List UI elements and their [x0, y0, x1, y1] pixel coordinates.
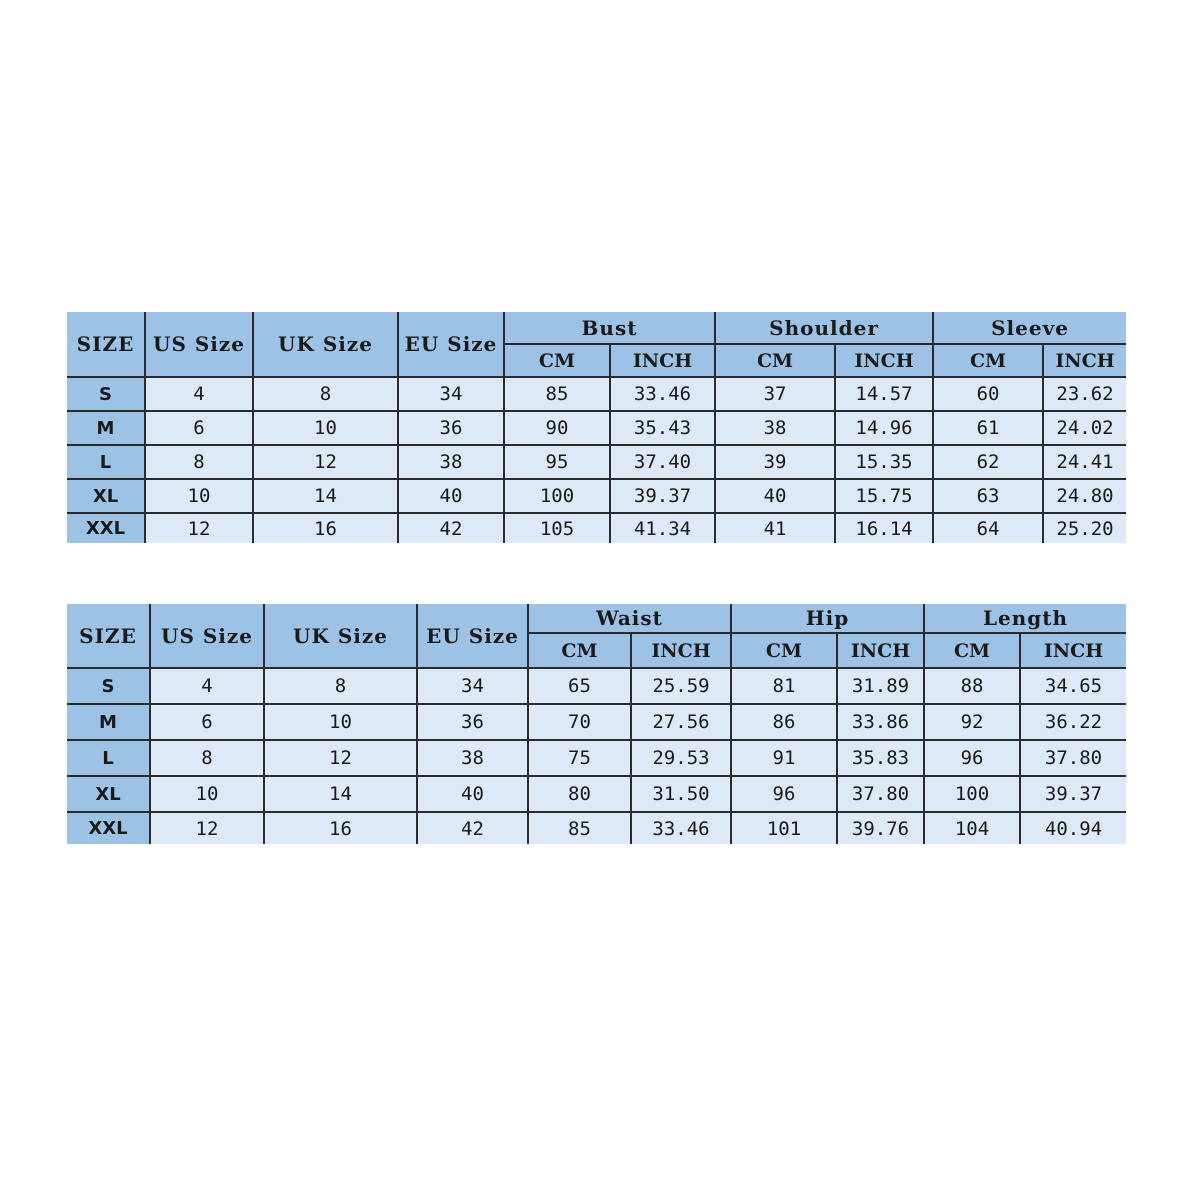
us-size-header: US Size [145, 312, 253, 377]
eu-size-header: EU Size [398, 312, 504, 377]
unit-header: INCH [1020, 633, 1126, 668]
table-cell: 95 [504, 445, 610, 479]
table-cell: 14 [253, 479, 398, 513]
table-cell: 80 [528, 776, 631, 812]
table-cell: 86 [731, 704, 837, 740]
table-cell: 12 [253, 445, 398, 479]
table-cell: 33.86 [837, 704, 924, 740]
table-cell: 39.37 [610, 479, 715, 513]
table-cell: 88 [924, 668, 1020, 704]
table-cell: 105 [504, 513, 610, 543]
table-cell: 24.80 [1043, 479, 1126, 513]
size-label-cell: S [67, 377, 145, 411]
table-cell: 75 [528, 740, 631, 776]
table-cell: 33.46 [631, 812, 731, 844]
eu-size-header: EU Size [417, 604, 528, 668]
table-cell: 36 [417, 704, 528, 740]
table-row [67, 704, 1126, 740]
table-cell: 39 [715, 445, 835, 479]
table-cell: 63 [933, 479, 1043, 513]
size-label-cell: L [67, 740, 150, 776]
size-label-cell: M [67, 704, 150, 740]
table-cell: 96 [731, 776, 837, 812]
table-cell: 36.22 [1020, 704, 1126, 740]
table-cell: 14 [264, 776, 417, 812]
table-cell: 62 [933, 445, 1043, 479]
size-label-cell: M [67, 411, 145, 445]
table-cell: 90 [504, 411, 610, 445]
table-cell: 33.46 [610, 377, 715, 411]
table-row [67, 479, 1126, 513]
table-cell: 104 [924, 812, 1020, 844]
table-cell: 10 [150, 776, 264, 812]
table-cell: 96 [924, 740, 1020, 776]
table-cell: 34 [398, 377, 504, 411]
table-cell: 16 [253, 513, 398, 543]
unit-header: INCH [631, 633, 731, 668]
table-row [67, 377, 1126, 411]
table-cell: 31.50 [631, 776, 731, 812]
table-cell: 8 [145, 445, 253, 479]
sleeve-header: Sleeve [933, 312, 1126, 344]
table-cell: 37 [715, 377, 835, 411]
size-label-cell: L [67, 445, 145, 479]
size-label-cell: XL [67, 479, 145, 513]
table-cell: 12 [264, 740, 417, 776]
table-row [67, 668, 1126, 704]
table-cell: 64 [933, 513, 1043, 543]
size-label-cell: S [67, 668, 150, 704]
unit-header: INCH [610, 344, 715, 377]
size-label-cell: XL [67, 776, 150, 812]
unit-header: CM [933, 344, 1043, 377]
table-row [67, 445, 1126, 479]
unit-header: CM [528, 633, 631, 668]
table-cell: 42 [398, 513, 504, 543]
uk-size-header: UK Size [253, 312, 398, 377]
table-row [67, 776, 1126, 812]
table-cell: 15.35 [835, 445, 933, 479]
table-cell: 23.62 [1043, 377, 1126, 411]
table-cell: 24.41 [1043, 445, 1126, 479]
table-cell: 16 [264, 812, 417, 844]
table-cell: 29.53 [631, 740, 731, 776]
us-size-header: US Size [150, 604, 264, 668]
table-cell: 41.34 [610, 513, 715, 543]
table-cell: 16.14 [835, 513, 933, 543]
table-cell: 12 [145, 513, 253, 543]
table-cell: 70 [528, 704, 631, 740]
table-cell: 38 [715, 411, 835, 445]
size-header: SIZE [67, 604, 150, 668]
table-row [67, 740, 1126, 776]
table-cell: 35.83 [837, 740, 924, 776]
table-cell: 10 [253, 411, 398, 445]
table-cell: 42 [417, 812, 528, 844]
table-cell: 35.43 [610, 411, 715, 445]
table-cell: 25.59 [631, 668, 731, 704]
table-cell: 4 [150, 668, 264, 704]
table-cell: 39.37 [1020, 776, 1126, 812]
table-cell: 14.57 [835, 377, 933, 411]
table-cell: 40 [715, 479, 835, 513]
table-cell: 39.76 [837, 812, 924, 844]
table-cell: 4 [145, 377, 253, 411]
shoulder-header: Shoulder [715, 312, 933, 344]
unit-header: INCH [835, 344, 933, 377]
unit-header: INCH [1043, 344, 1126, 377]
table-cell: 100 [504, 479, 610, 513]
table-cell: 34 [417, 668, 528, 704]
table-cell: 37.80 [1020, 740, 1126, 776]
table-cell: 25.20 [1043, 513, 1126, 543]
table-cell: 65 [528, 668, 631, 704]
bust-header: Bust [504, 312, 715, 344]
uk-size-header: UK Size [264, 604, 417, 668]
table-cell: 10 [264, 704, 417, 740]
table-cell: 81 [731, 668, 837, 704]
table-cell: 40 [398, 479, 504, 513]
table-cell: 101 [731, 812, 837, 844]
unit-header: CM [731, 633, 837, 668]
table-cell: 40 [417, 776, 528, 812]
size-header: SIZE [67, 312, 145, 377]
table-cell: 34.65 [1020, 668, 1126, 704]
table-cell: 41 [715, 513, 835, 543]
table-cell: 100 [924, 776, 1020, 812]
table-cell: 36 [398, 411, 504, 445]
size-label-cell: XXL [67, 513, 145, 543]
table-cell: 12 [150, 812, 264, 844]
length-header: Length [924, 604, 1126, 633]
table-cell: 85 [504, 377, 610, 411]
table-cell: 8 [264, 668, 417, 704]
waist-header: Waist [528, 604, 731, 633]
table-cell: 37.40 [610, 445, 715, 479]
unit-header: CM [715, 344, 835, 377]
table-cell: 61 [933, 411, 1043, 445]
table-cell: 40.94 [1020, 812, 1126, 844]
table-row [67, 411, 1126, 445]
table-cell: 15.75 [835, 479, 933, 513]
table-cell: 38 [417, 740, 528, 776]
unit-header: INCH [837, 633, 924, 668]
size-label-cell: XXL [67, 812, 150, 844]
table-cell: 31.89 [837, 668, 924, 704]
unit-header: CM [924, 633, 1020, 668]
table-cell: 8 [253, 377, 398, 411]
table-cell: 38 [398, 445, 504, 479]
table-cell: 6 [145, 411, 253, 445]
hip-header: Hip [731, 604, 924, 633]
table-row [67, 812, 1126, 844]
table-row [67, 513, 1126, 543]
table-cell: 6 [150, 704, 264, 740]
table-cell: 27.56 [631, 704, 731, 740]
table-cell: 10 [145, 479, 253, 513]
table-cell: 14.96 [835, 411, 933, 445]
table-cell: 60 [933, 377, 1043, 411]
table-cell: 37.80 [837, 776, 924, 812]
size-chart-bottom [67, 604, 1126, 844]
table-cell: 8 [150, 740, 264, 776]
unit-header: CM [504, 344, 610, 377]
table-cell: 85 [528, 812, 631, 844]
table-cell: 24.02 [1043, 411, 1126, 445]
table-cell: 92 [924, 704, 1020, 740]
size-chart-top [67, 312, 1126, 543]
table-cell: 91 [731, 740, 837, 776]
